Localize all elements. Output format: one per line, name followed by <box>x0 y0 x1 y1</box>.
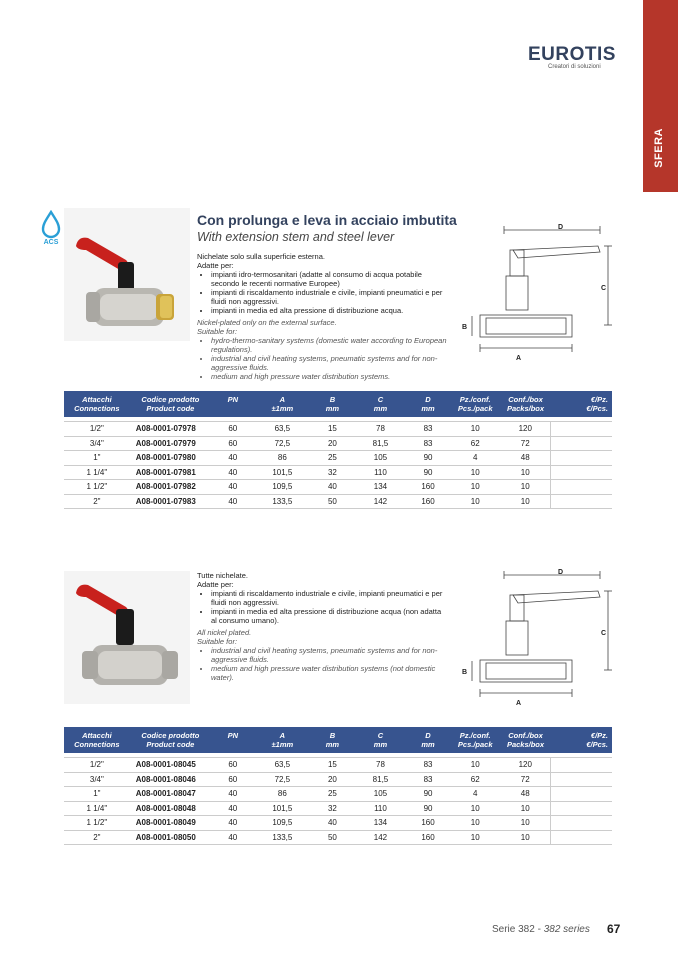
list-item: • industrial and civil heating systems, pneumatic systems and for non-aggressive fluids. <box>211 646 447 664</box>
header-d: D mm <box>406 391 450 417</box>
table-row: 1 1/2" A08-0001-07982 40 109,5 40 134 160 10 10 <box>64 480 612 495</box>
table-row: 1" A08-0001-08047 40 86 25 105 90 4 48 <box>64 787 612 802</box>
dimension-label-c: C <box>601 630 607 637</box>
dimension-label-d: D <box>558 224 564 231</box>
list-item: • medium and high pressure water distribution systems. <box>211 372 447 381</box>
header-a: A ±1mm <box>255 727 311 753</box>
description-intro: Nichelate solo sulla superficie esterna. <box>197 252 325 261</box>
series-footer <box>492 924 590 935</box>
table-row: 3/4" A08-0001-07979 60 72,5 20 81,5 83 62 72 <box>64 436 612 451</box>
header-connections: Attacchi Connections <box>64 727 130 753</box>
header-price: €/Pz. €/Pcs. <box>550 727 612 753</box>
header-pn: PN <box>211 727 255 753</box>
description-list <box>197 336 447 381</box>
series-it: Serie 382 <box>492 924 535 935</box>
header-pcs-pack: Pz./conf. Pcs./pack <box>450 727 501 753</box>
table-row: 1 1/2" A08-0001-08049 40 109,5 40 134 160 10 10 <box>64 816 612 831</box>
table-row: 1/2" A08-0001-07978 60 63,5 15 78 83 10 120 <box>64 422 612 437</box>
description-it-2 <box>197 571 447 625</box>
table-header-row <box>64 727 612 753</box>
header-connections: Attacchi Connections <box>64 391 130 417</box>
product-photo-1 <box>64 208 190 341</box>
header-c: C mm <box>355 727 407 753</box>
series-separator: - <box>537 924 541 935</box>
header-product-code: Codice prodotto Product code <box>130 391 211 417</box>
spec-table-2 <box>64 727 612 845</box>
section-tab-label: SFERA <box>653 128 665 168</box>
header-a: A ±1mm <box>255 391 311 417</box>
table-row: 1/2" A08-0001-08045 60 63,5 15 78 83 10 120 <box>64 758 612 773</box>
list-item: • impianti in media ed alta pressione di distribuzione acqua. <box>211 306 447 315</box>
description-suitable-label: Suitable for: <box>197 327 238 336</box>
description-suitable-label: Adatte per: <box>197 261 234 270</box>
section-tab <box>643 0 678 192</box>
header-d: D mm <box>406 727 450 753</box>
description-intro: Nickel-plated only on the external surface. <box>197 318 337 327</box>
table-row: 1 1/4" A08-0001-08048 40 101,5 32 110 90 10 10 <box>64 801 612 816</box>
description-intro: Tutte nichelate. <box>197 571 249 580</box>
product-photo-2 <box>64 571 190 704</box>
list-item: • impianti di riscaldamento industriale e civile, impianti pneumatici e per fluidi non aggressivi. <box>211 288 447 306</box>
series-en: 382 series <box>543 924 590 935</box>
water-drop-icon <box>38 210 64 246</box>
table-row: 1 1/4" A08-0001-07981 40 101,5 32 110 90 10 10 <box>64 465 612 480</box>
description-suitable-label: Adatte per: <box>197 580 234 589</box>
header-price: €/Pz. €/Pcs. <box>550 391 612 417</box>
product-title-en: With extension stem and steel lever <box>197 230 395 244</box>
dimension-label-a: A <box>516 355 522 362</box>
dimension-label-c: C <box>601 285 607 292</box>
list-item: • impianti idro-termosanitari (adatte al consumo di acqua potabile secondo le recenti normative Europee) <box>211 270 447 288</box>
product-title-it: Con prolunga e leva in acciaio imbutita <box>197 212 457 228</box>
header-b: B mm <box>310 727 355 753</box>
list-item: • impianti di riscaldamento industriale e civile, impianti pneumatici e per fluidi non aggressivi. <box>211 589 447 607</box>
table-header-row <box>64 391 612 417</box>
description-en-2 <box>197 628 447 682</box>
brand-logo <box>528 44 616 66</box>
header-pcs-pack: Pz./conf. Pcs./pack <box>450 391 501 417</box>
dimension-label-d: D <box>558 569 564 576</box>
dimension-label-b: B <box>462 669 468 676</box>
description-list <box>197 646 447 682</box>
list-item: • hydro-thermo-sanitary systems (domestic water according to European regulations). <box>211 336 447 354</box>
description-it <box>197 252 447 315</box>
list-item: • medium and high pressure water distribution systems (not domestic water). <box>211 664 447 682</box>
dimension-label-a: A <box>516 700 522 707</box>
description-intro: All nickel plated. <box>197 628 252 637</box>
list-item: • impianti in media ed alta pressione di distribuzione acqua (non adatta al consumo umano). <box>211 607 447 625</box>
table-row: 3/4" A08-0001-08046 60 72,5 20 81,5 83 62 72 <box>64 772 612 787</box>
description-en <box>197 318 447 381</box>
technical-drawing-2 <box>458 565 618 710</box>
brand-name: EUROTIS <box>528 44 616 65</box>
dimension-label-b: B <box>462 324 468 331</box>
brand-tagline: Creatori di soluzioni <box>548 64 601 70</box>
header-packs-box: Conf./box Packs/box <box>501 727 551 753</box>
header-pn: PN <box>211 391 255 417</box>
description-list <box>197 270 447 315</box>
header-product-code: Codice prodotto Product code <box>130 727 211 753</box>
page-number: 67 <box>607 922 621 936</box>
technical-drawing-1 <box>458 220 618 365</box>
header-packs-box: Conf./box Packs/box <box>501 391 551 417</box>
header-b: B mm <box>310 391 355 417</box>
table-row: 2" A08-0001-07983 40 133,5 50 142 160 10 10 <box>64 494 612 509</box>
table-row: 2" A08-0001-08050 40 133,5 50 142 160 10 10 <box>64 830 612 845</box>
acs-label: ACS <box>43 239 59 246</box>
spec-table-1 <box>64 391 612 509</box>
description-list <box>197 589 447 625</box>
list-item: • industrial and civil heating systems, pneumatic systems and for non-aggressive fluids. <box>211 354 447 372</box>
header-c: C mm <box>355 391 407 417</box>
description-suitable-label: Suitable for: <box>197 637 238 646</box>
table-row: 1" A08-0001-07980 40 86 25 105 90 4 48 <box>64 451 612 466</box>
